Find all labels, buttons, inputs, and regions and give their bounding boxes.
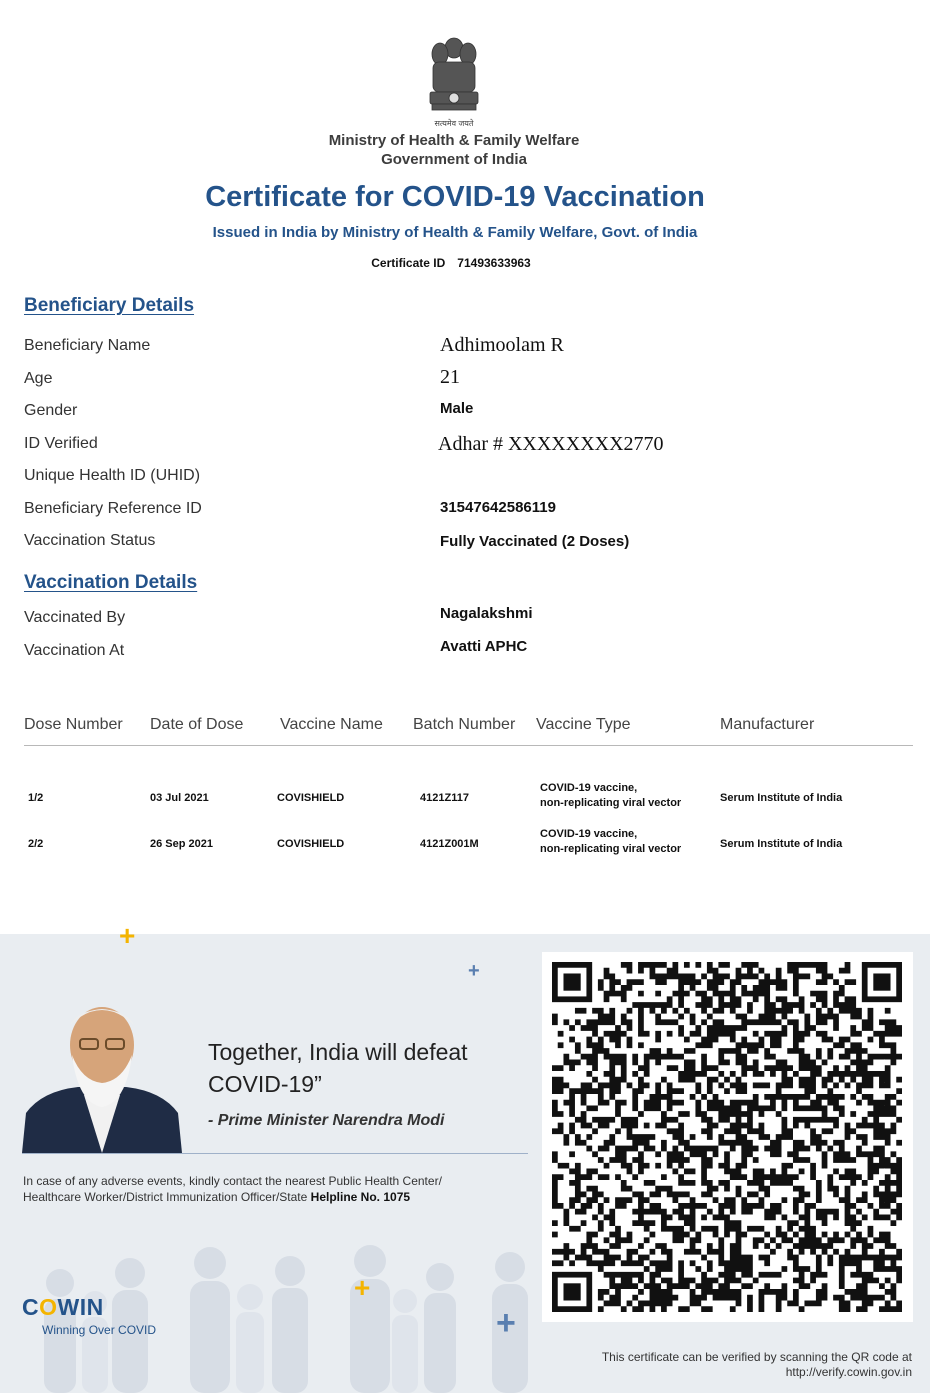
vaccine-type-cell [540, 827, 681, 857]
batch-number-cell: 4121Z001M [420, 838, 479, 850]
plus-decoration-icon: + [496, 1304, 516, 1342]
header-vaccine-name: Vaccine Name [280, 716, 383, 733]
vaccine-type-line2: non-replicating viral vector [540, 797, 682, 809]
verification-note [602, 1350, 912, 1380]
adverse-events-advisory [23, 1173, 543, 1205]
emblem-motto: सत्यमेव जयते [434, 119, 474, 128]
vaccine-type-line1: COVID-19 vaccine, [540, 828, 638, 840]
beneficiary-name-label: Beneficiary Name [24, 337, 151, 354]
age-value: 21 [440, 366, 460, 388]
cowin-tagline: Winning Over COVID [42, 1323, 157, 1337]
verify-line1: This certificate can be verified by scanning the QR code at [601, 1350, 912, 1364]
verify-url: http://verify.cowin.gov.in [785, 1365, 912, 1379]
certificate-id-value: 71493633963 [457, 256, 531, 270]
vaccine-name-cell: COVISHIELD [277, 792, 345, 804]
header-vaccine-type: Vaccine Type [536, 716, 631, 733]
header-batch-number: Batch Number [413, 716, 516, 733]
cowin-logo-c: C [22, 1294, 40, 1320]
prime-minister-portrait [22, 995, 182, 1153]
manufacturer-cell: Serum Institute of India [720, 838, 843, 850]
vaccinated-by-label: Vaccinated By [24, 609, 126, 626]
national-emblem-icon [420, 34, 488, 128]
id-verified-value: Adhar # XXXXXXXX2770 [438, 433, 664, 455]
dose-date-cell: 03 Jul 2021 [150, 792, 209, 804]
vaccine-type-line1: COVID-19 vaccine, [540, 782, 638, 794]
beneficiary-section-title: Beneficiary Details [24, 295, 195, 316]
certificate-subtitle: Issued in India by Ministry of Health & Family Welfare, Govt. of India [212, 224, 698, 241]
quote-divider [22, 1153, 528, 1154]
vaccine-type-line2: non-replicating viral vector [540, 843, 682, 855]
vaccination-at-label: Vaccination At [24, 642, 125, 659]
batch-number-cell: 4121Z117 [420, 792, 469, 804]
vaccine-name-cell: COVISHIELD [277, 838, 345, 850]
manufacturer-cell: Serum Institute of India [720, 792, 843, 804]
cowin-logo-o: O [39, 1294, 58, 1320]
plus-decoration-icon: + [119, 920, 136, 951]
cowin-logo [22, 1294, 104, 1321]
quote-attribution: - Prime Minister Narendra Modi [208, 1112, 445, 1129]
plus-decoration-icon: + [468, 960, 480, 982]
header-manufacturer: Manufacturer [720, 716, 815, 733]
quote-line2: COVID-19” [208, 1071, 322, 1097]
verification-qr-code [542, 952, 913, 1322]
beneficiary-name-value: Adhimoolam R [440, 334, 564, 356]
gender-value: Male [440, 400, 474, 417]
vaccinated-by-value: Nagalakshmi [440, 605, 533, 622]
table-divider [24, 745, 913, 746]
quote-text [208, 1036, 468, 1100]
age-label: Age [24, 370, 53, 387]
quote-line1: Together, India will defeat [208, 1039, 468, 1065]
dose-number-cell: 2/2 [28, 838, 44, 850]
ministry-name: Ministry of Health & Family Welfare [328, 132, 580, 149]
vaccination-at-value: Avatti APHC [440, 638, 528, 655]
gender-label: Gender [24, 402, 78, 419]
qr-code-icon [552, 962, 903, 1312]
certificate-title: Certificate for COVID-19 Vaccination [205, 181, 705, 213]
government-name: Government of India [381, 151, 527, 168]
certificate-id-label: Certificate ID [371, 256, 446, 270]
id-verified-label: ID Verified [24, 435, 98, 452]
plus-decoration-icon: + [354, 1272, 371, 1303]
advisory-line1: In case of any adverse events, kindly contact the nearest Public Health Center/ [23, 1174, 442, 1188]
certificate-id [0, 256, 902, 270]
vaccination-status-label: Vaccination Status [24, 532, 156, 549]
dose-number-cell: 1/2 [28, 792, 44, 804]
beneficiary-reference-id-value: 31547642586119 [440, 499, 556, 516]
uhid-label: Unique Health ID (UHID) [24, 467, 201, 484]
helpline-number: Helpline No. 1075 [310, 1190, 411, 1204]
header-dose-number: Dose Number [24, 716, 123, 733]
dose-date-cell: 26 Sep 2021 [150, 838, 213, 850]
beneficiary-reference-id-label: Beneficiary Reference ID [24, 500, 202, 517]
vaccination-section-title: Vaccination Details [24, 572, 198, 593]
vaccination-status-value: Fully Vaccinated (2 Doses) [440, 533, 630, 550]
vaccine-type-cell [540, 781, 681, 811]
advisory-line2: Healthcare Worker/District Immunization Officer/State [23, 1190, 308, 1204]
header-date-of-dose: Date of Dose [150, 716, 244, 733]
cowin-logo-rest: WIN [57, 1294, 104, 1320]
